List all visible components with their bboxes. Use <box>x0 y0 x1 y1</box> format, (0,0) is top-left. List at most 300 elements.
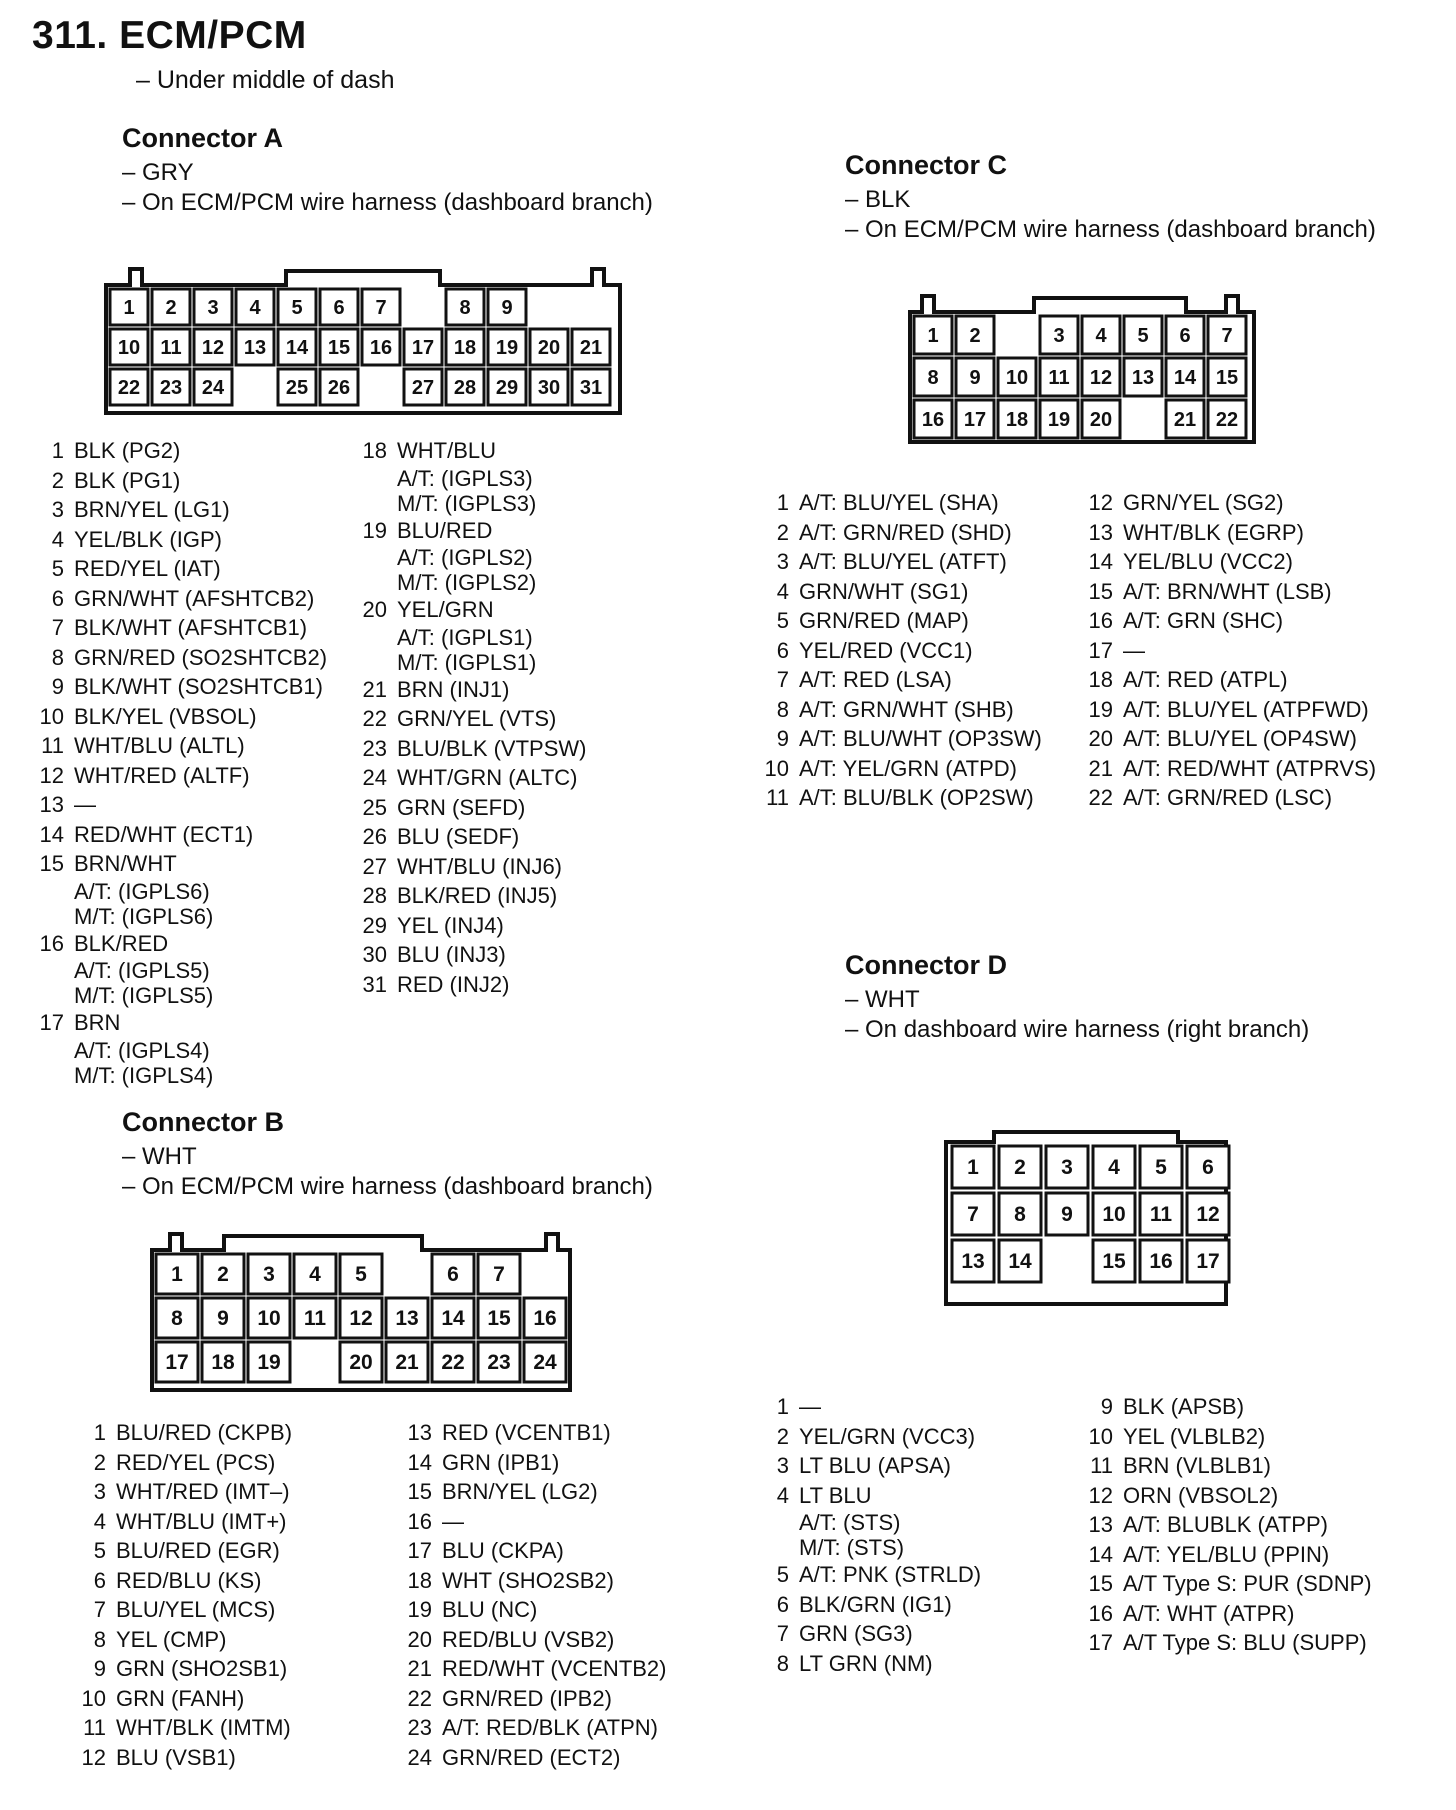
pin-entry <box>400 1536 667 1566</box>
pin-wire: BRN <box>74 1010 121 1035</box>
pin-number: 14 <box>1088 1541 1113 1567</box>
pin-cell-label: 1 <box>967 1156 979 1179</box>
pin-wire: RED/YEL (PCS) <box>116 1449 276 1475</box>
pin-number: 20 <box>1088 726 1113 751</box>
pin-wire: LT BLU (APSA) <box>799 1453 952 1478</box>
pin-entry <box>400 1566 667 1596</box>
pin-wire: A/T: BLU/WHT (OP3SW) <box>799 726 1042 751</box>
pin-wire: A/T: RED (LSA) <box>799 667 952 692</box>
pin-number: 2 <box>776 519 789 545</box>
pin-cell-label: 16 <box>369 337 393 359</box>
pin-cell-label: 3 <box>1053 325 1065 347</box>
pin-cell-label: 16 <box>921 409 945 431</box>
pin-cell-label: 7 <box>967 1203 979 1226</box>
pin-entry <box>757 1422 981 1452</box>
pin-entry <box>32 702 327 732</box>
pin-entry <box>757 488 1042 518</box>
pin-entry <box>757 1619 981 1649</box>
pin-wire: BLK (APSB) <box>1123 1394 1245 1419</box>
pin-entry <box>1081 606 1376 636</box>
connector-c-header <box>845 150 1376 245</box>
pin-variant: A/T: (STS) <box>799 1510 901 1535</box>
pin-number: 16 <box>39 930 64 956</box>
pin-entry <box>74 1654 292 1684</box>
pin-number: 4 <box>776 578 789 604</box>
pin-entry <box>1081 1422 1372 1452</box>
pin-entry <box>400 1625 667 1655</box>
pin-entry <box>1081 488 1376 518</box>
pin-number: 15 <box>1088 578 1113 604</box>
pin-entry <box>355 436 586 516</box>
pin-entry <box>355 516 586 596</box>
pin-entry <box>32 643 327 673</box>
pin-cell-label: 8 <box>171 1307 183 1330</box>
pin-number: 16 <box>1088 608 1113 633</box>
pin-wire: GRN (IPB1) <box>442 1449 560 1475</box>
pin-number: 6 <box>776 1591 789 1617</box>
pin-entry <box>355 881 586 911</box>
pin-number: 8 <box>51 644 64 670</box>
pin-number: 17 <box>1088 637 1113 663</box>
pin-number: 14 <box>1088 549 1113 574</box>
pin-entry <box>74 1566 292 1596</box>
pin-number: 11 <box>41 733 64 758</box>
pin-wire: BLU/RED (CKPB) <box>116 1420 293 1445</box>
pin-wire: A/T: GRN/WHT (SHB) <box>799 696 1014 722</box>
pin-cell-label: 29 <box>495 377 519 399</box>
pin-entry <box>757 547 1042 577</box>
pin-wire: BLK/WHT (SO2SHTCB1) <box>74 674 323 699</box>
pin-cell-label: 12 <box>349 1307 373 1330</box>
connector-b-pins-left <box>74 1418 292 1772</box>
pin-wire: BLK/RED (INJ5) <box>397 883 558 908</box>
pin-number: 20 <box>362 597 387 622</box>
pin-number: 10 <box>1088 1423 1113 1449</box>
pin-entry <box>400 1743 667 1773</box>
pin-wire: WHT (SHO2SB2) <box>442 1567 614 1593</box>
pin-wire: A/T: PNK (STRLD) <box>799 1562 982 1587</box>
pin-wire: RED/WHT (ECT1) <box>74 821 254 847</box>
pin-entry <box>757 1590 981 1620</box>
pin-entry <box>1081 636 1376 666</box>
pin-cell-label: 2 <box>1014 1156 1026 1179</box>
pin-entry <box>32 554 327 584</box>
pin-cell-label: 6 <box>333 297 345 319</box>
connector-c-harness: – On ECM/PCM wire harness (dashboard branch) <box>845 216 1376 243</box>
pin-number: 8 <box>776 696 789 722</box>
pin-variant: A/T: (IGPLS4) <box>74 1037 210 1063</box>
pin-entry <box>757 1392 981 1422</box>
pin-wire: BRN (VLBLB1) <box>1123 1453 1271 1478</box>
pin-entry <box>355 940 586 970</box>
pin-number: 5 <box>776 608 789 633</box>
pin-variant: A/T: (IGPLS5) <box>74 958 210 983</box>
pin-entry <box>355 675 586 705</box>
pin-cell-label: 11 <box>160 337 182 359</box>
pin-wire: A/T: BLUBLK (ATPP) <box>1123 1512 1328 1537</box>
connector-d-pins-left <box>757 1392 981 1678</box>
pin-cell-label: 20 <box>537 337 561 359</box>
pin-wire: WHT/BLU (IMT+) <box>116 1508 287 1534</box>
pin-number: 9 <box>51 674 64 699</box>
pin-number: 14 <box>407 1449 432 1475</box>
pin-cell-label: 4 <box>1095 325 1107 347</box>
pin-entry <box>757 1451 981 1481</box>
pin-cell-label: 26 <box>327 377 351 399</box>
pin-cell-label: 6 <box>1202 1156 1214 1179</box>
pin-cell-label: 21 <box>1173 409 1197 431</box>
pin-cell-label: 31 <box>579 377 603 399</box>
pin-number: 21 <box>362 676 387 702</box>
pin-variant: M/T: (IGPLS4) <box>74 1062 214 1088</box>
pin-number: 23 <box>407 1715 432 1740</box>
pin-number: 15 <box>1088 1571 1113 1596</box>
pin-cell-label: 5 <box>291 297 303 319</box>
pin-wire: A/T: GRN/RED (LSC) <box>1123 785 1333 810</box>
pin-cell-label: 11 <box>1048 367 1070 389</box>
pin-wire: A/T: YEL/BLU (PPIN) <box>1123 1541 1330 1567</box>
pin-number: 16 <box>407 1508 432 1534</box>
pin-cell-label: 17 <box>963 409 987 431</box>
pin-wire: A/T: WHT (ATPR) <box>1123 1600 1295 1626</box>
pin-wire: YEL/GRN (VCC3) <box>799 1423 976 1449</box>
connector-a-pins-left <box>32 436 327 1088</box>
pin-number: 10 <box>764 755 789 781</box>
pin-wire: GRN/YEL (VTS) <box>397 706 557 731</box>
pin-cell-label: 30 <box>537 377 561 399</box>
pin-number: 1 <box>51 438 64 463</box>
pin-cell-label: 8 <box>927 367 939 389</box>
pin-number: 22 <box>1088 785 1113 810</box>
pin-variant: M/T: (IGPLS3) <box>397 490 537 516</box>
pin-wire: YEL (VLBLB2) <box>1123 1423 1266 1449</box>
pin-number: 5 <box>93 1538 106 1563</box>
pin-entry <box>1081 577 1376 607</box>
pin-cell-label: 8 <box>459 297 471 319</box>
pin-wire: GRN (SG3) <box>799 1621 913 1646</box>
pin-wire: BLK (PG1) <box>74 467 181 493</box>
pin-wire: GRN/RED (IPB2) <box>442 1685 612 1711</box>
pin-entry <box>74 1595 292 1625</box>
pin-wire: BLU/RED (EGR) <box>116 1538 280 1563</box>
pin-number: 25 <box>362 794 387 820</box>
connector-c-color: – BLK <box>845 186 911 213</box>
pin-number: 17 <box>39 1010 64 1035</box>
connector-c-pins-left <box>757 488 1042 813</box>
pin-cell-label: 6 <box>1179 325 1191 347</box>
pin-cell-label: 10 <box>1102 1203 1126 1226</box>
pin-entry <box>32 436 327 466</box>
pin-wire: GRN (FANH) <box>116 1685 245 1711</box>
pin-number: 6 <box>51 585 64 611</box>
pin-wire: WHT/RED (ALTF) <box>74 762 250 788</box>
pin-cell-label: 24 <box>201 377 225 399</box>
pin-number: 18 <box>1088 667 1113 692</box>
pin-entry <box>400 1713 667 1743</box>
pin-entry <box>1081 1510 1372 1540</box>
connector-d-title: Connector D <box>845 950 1007 980</box>
connector-a-harness: – On ECM/PCM wire harness (dashboard branch) <box>122 189 653 216</box>
pin-entry <box>74 1418 292 1448</box>
pin-number: 9 <box>776 726 789 751</box>
connector-a-header <box>122 123 653 218</box>
pin-entry <box>757 1560 981 1590</box>
pin-number: 30 <box>362 942 387 967</box>
pin-entry <box>1081 1481 1372 1511</box>
pin-cell-label: 15 <box>1102 1250 1126 1273</box>
pin-cell-label: 27 <box>411 377 435 399</box>
pin-entry <box>1081 724 1376 754</box>
pin-wire: YEL/GRN <box>397 597 494 622</box>
pin-number: 15 <box>39 851 64 876</box>
pin-number: 28 <box>362 883 387 908</box>
pin-number: 3 <box>93 1479 106 1504</box>
pin-variant: A/T: (IGPLS1) <box>397 624 533 650</box>
pin-cell-label: 7 <box>375 297 387 319</box>
pin-wire: LT GRN (NM) <box>799 1650 933 1676</box>
pin-number: 19 <box>362 517 387 543</box>
pin-entry <box>1081 518 1376 548</box>
pin-wire: BRN (INJ1) <box>397 676 510 702</box>
pin-entry <box>1081 1451 1372 1481</box>
pin-entry <box>1081 1392 1372 1422</box>
pin-number: 21 <box>1088 755 1113 781</box>
pin-cell-label: 13 <box>961 1250 985 1273</box>
pin-entry <box>400 1477 667 1507</box>
pin-wire: BLU (CKPA) <box>442 1538 564 1563</box>
pin-wire: YEL/RED (VCC1) <box>799 637 973 663</box>
pin-number: 14 <box>39 821 64 847</box>
pin-entry <box>355 763 586 793</box>
pin-entry <box>355 911 586 941</box>
connector-b-color: – WHT <box>122 1143 197 1170</box>
pin-number: 13 <box>39 792 64 817</box>
pin-cell-label: 19 <box>495 337 519 359</box>
pin-cell-label: 13 <box>243 337 267 359</box>
pin-entry <box>355 822 586 852</box>
pin-entry <box>1081 1540 1372 1570</box>
pin-entry <box>355 970 586 1000</box>
pin-number: 18 <box>362 438 387 463</box>
pin-wire: GRN/RED (SO2SHTCB2) <box>74 644 328 670</box>
pin-cell-label: 1 <box>171 1263 183 1286</box>
pin-cell-label: 7 <box>493 1263 505 1286</box>
pin-number: 12 <box>1088 1482 1113 1508</box>
pin-cell-label: 19 <box>1047 409 1071 431</box>
pin-wire: RED/BLU (VSB2) <box>442 1626 615 1652</box>
pin-number: 22 <box>362 706 387 731</box>
pin-number: 13 <box>1088 519 1113 545</box>
pin-entry <box>32 790 327 820</box>
pin-number: 31 <box>362 971 387 997</box>
pin-number: 7 <box>776 667 789 692</box>
pin-number: 2 <box>93 1449 106 1475</box>
pin-cell-label: 14 <box>1173 367 1197 389</box>
pin-number: 12 <box>81 1744 106 1770</box>
pin-entry <box>400 1654 667 1684</box>
connector-d-pins-right <box>1081 1392 1372 1658</box>
pin-cell-label: 18 <box>1005 409 1029 431</box>
pin-cell-label: 8 <box>1014 1203 1026 1226</box>
pin-cell-label: 5 <box>1155 1156 1167 1179</box>
pin-number: 7 <box>51 615 64 640</box>
pin-cell-label: 7 <box>1221 325 1233 347</box>
pin-wire: BLK/RED <box>74 930 169 956</box>
pin-wire: BLK/WHT (AFSHTCB1) <box>74 615 308 640</box>
pin-cell-label: 19 <box>257 1351 281 1374</box>
connector-b-diagram <box>146 1230 586 1400</box>
pin-cell-label: 28 <box>453 377 477 399</box>
pin-wire: WHT/RED (IMT–) <box>116 1479 290 1504</box>
pin-wire: WHT/GRN (ALTC) <box>397 765 578 790</box>
pin-cell-label: 15 <box>487 1307 511 1330</box>
pin-wire: GRN/RED (ECT2) <box>442 1744 621 1770</box>
pin-entry <box>74 1477 292 1507</box>
pin-wire: BLK/YEL (VBSOL) <box>74 703 257 729</box>
pin-number: 1 <box>93 1420 106 1445</box>
pin-entry <box>757 665 1042 695</box>
pin-number: 16 <box>1088 1600 1113 1626</box>
pin-wire: ORN (VBSOL2) <box>1123 1482 1279 1508</box>
pin-wire: RED (VCENTB1) <box>442 1420 611 1445</box>
pin-wire: BRN/YEL (LG1) <box>74 497 230 522</box>
pin-cell-label: 12 <box>1089 367 1113 389</box>
pin-cell-label: 13 <box>395 1307 419 1330</box>
connector-d-diagram <box>940 1128 1240 1308</box>
pin-cell-label: 12 <box>1196 1203 1220 1226</box>
pin-entry <box>1081 695 1376 725</box>
pin-variant: A/T: (IGPLS3) <box>397 465 533 491</box>
pin-number: 10 <box>39 703 64 729</box>
pin-cell-label: 24 <box>533 1351 557 1374</box>
pin-entry <box>32 761 327 791</box>
pin-entry <box>32 584 327 614</box>
page-location: – Under middle of dash <box>136 66 395 94</box>
pin-number: 11 <box>83 1715 106 1740</box>
pin-entry <box>32 929 327 1009</box>
pin-variant: M/T: (IGPLS6) <box>74 903 214 929</box>
pin-wire: BLU (NC) <box>442 1597 538 1622</box>
pin-entry <box>74 1713 292 1743</box>
pin-variant: A/T: (IGPLS6) <box>74 878 210 904</box>
pin-entry <box>74 1536 292 1566</box>
pin-wire: — <box>799 1394 821 1419</box>
connector-d-cells <box>952 1146 1229 1282</box>
pin-entry <box>355 704 586 734</box>
pin-number: 23 <box>362 735 387 761</box>
pin-wire: A/T: BLU/YEL (ATPFWD) <box>1123 696 1369 722</box>
pin-cell-label: 1 <box>927 325 939 347</box>
pin-cell-label: 21 <box>395 1351 419 1374</box>
connector-c-pins-right <box>1081 488 1376 813</box>
pin-cell-label: 2 <box>165 297 177 319</box>
pin-entry <box>400 1418 667 1448</box>
pin-cell-label: 3 <box>207 297 219 319</box>
pin-number: 1 <box>776 1394 789 1419</box>
pin-cell-label: 23 <box>159 377 183 399</box>
pin-entry <box>32 849 327 929</box>
connector-c-title: Connector C <box>845 150 1007 180</box>
pin-number: 13 <box>407 1420 432 1445</box>
pin-cell-label: 21 <box>579 337 603 359</box>
pin-wire: WHT/BLK (IMTM) <box>116 1715 291 1740</box>
pin-number: 4 <box>51 526 64 552</box>
pin-cell-label: 3 <box>1061 1156 1073 1179</box>
pin-cell-label: 25 <box>285 377 309 399</box>
pin-cell-label: 22 <box>441 1351 465 1374</box>
pin-wire: A/T: RED/BLK (ATPN) <box>442 1715 658 1740</box>
pin-entry <box>757 1649 981 1679</box>
pin-cell-label: 15 <box>1215 367 1239 389</box>
pin-number: 6 <box>93 1567 106 1593</box>
pin-entry <box>355 793 586 823</box>
pin-number: 8 <box>776 1650 789 1676</box>
pin-number: 5 <box>51 556 64 581</box>
connector-d-color: – WHT <box>845 986 920 1013</box>
connector-c-cells <box>914 316 1246 438</box>
pin-cell-label: 12 <box>201 337 225 359</box>
pin-number: 24 <box>362 765 387 790</box>
pin-number: 21 <box>407 1656 432 1681</box>
pin-wire: A/T: BLU/YEL (SHA) <box>799 490 999 515</box>
pin-wire: — <box>74 792 96 817</box>
pin-number: 27 <box>362 853 387 879</box>
pin-wire: BLU (SEDF) <box>397 824 520 849</box>
pin-cell-label: 11 <box>1149 1203 1173 1226</box>
pin-wire: BLK (PG2) <box>74 438 181 463</box>
pin-entry <box>74 1684 292 1714</box>
pin-wire: A/T: RED/WHT (ATPRVS) <box>1123 755 1377 781</box>
pin-cell-label: 17 <box>411 337 435 359</box>
pin-cell-label: 6 <box>447 1263 459 1286</box>
pin-number: 20 <box>407 1626 432 1652</box>
pin-entry <box>1081 754 1376 784</box>
pin-entry <box>400 1684 667 1714</box>
pin-wire: GRN/WHT (AFSHTCB2) <box>74 585 315 611</box>
pin-number: 5 <box>776 1562 789 1587</box>
pin-entry <box>1081 1569 1372 1599</box>
pin-wire: RED (INJ2) <box>397 971 510 997</box>
pin-variant: A/T: (IGPLS2) <box>397 545 533 570</box>
pin-cell-label: 5 <box>1137 325 1149 347</box>
pin-wire: WHT/BLK (EGRP) <box>1123 519 1304 545</box>
pin-number: 19 <box>407 1597 432 1622</box>
pin-number: 19 <box>1088 696 1113 722</box>
pin-entry <box>757 695 1042 725</box>
pin-cell-label: 22 <box>117 377 141 399</box>
pin-number: 9 <box>1100 1394 1113 1419</box>
pin-entry <box>1081 547 1376 577</box>
pin-wire: A/T: GRN/RED (SHD) <box>799 519 1012 545</box>
pin-wire: A/T: YEL/GRN (ATPD) <box>799 755 1018 781</box>
pin-number: 8 <box>93 1626 106 1652</box>
pin-wire: LT BLU <box>799 1482 872 1508</box>
pin-number: 4 <box>776 1482 789 1508</box>
pin-cell-label: 23 <box>487 1351 511 1374</box>
pin-cell-label: 9 <box>217 1307 229 1330</box>
pin-number: 24 <box>407 1744 432 1770</box>
pin-wire: GRN/RED (MAP) <box>799 608 969 633</box>
pin-entry <box>1081 1628 1372 1658</box>
pin-entry <box>32 466 327 496</box>
pin-cell-label: 9 <box>501 297 513 319</box>
connector-d-harness: – On dashboard wire harness (right branch) <box>845 1016 1310 1043</box>
pin-cell-label: 4 <box>1108 1156 1120 1179</box>
pin-wire: RED/BLU (KS) <box>116 1567 262 1593</box>
pin-cell-label: 17 <box>1196 1250 1220 1273</box>
pin-number: 1 <box>776 490 789 515</box>
pin-wire: BLU/YEL (MCS) <box>116 1597 276 1622</box>
